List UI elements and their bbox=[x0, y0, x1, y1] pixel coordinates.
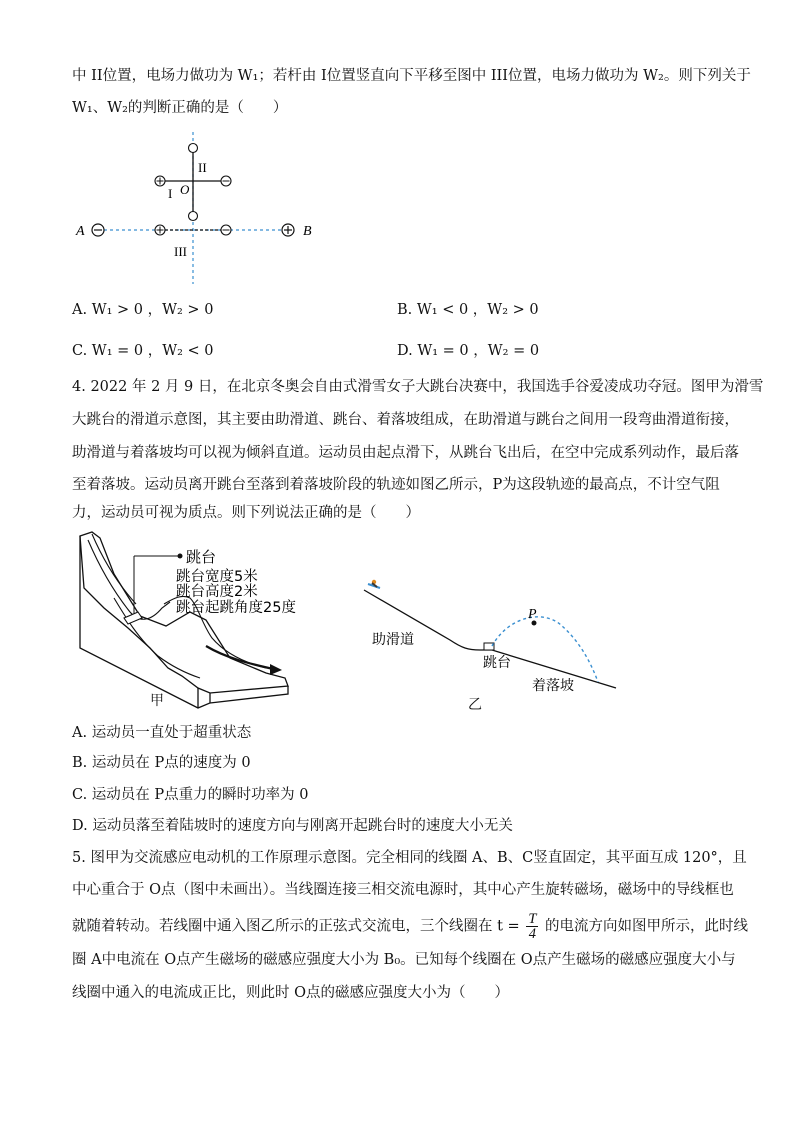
q4-line-3: 助滑道与着落坡均可以视为倾斜直道。运动员由起点滑下，从跳台飞出后，在空中完成系列动作，最后落 bbox=[72, 445, 739, 461]
q5-line-2: 中心重合于 O点（图中未画出）。当线圈连接三相交流电源时，其中心产生旋转磁场，磁场中的导线框也 bbox=[72, 882, 734, 898]
jia-label-height: 跳台高度2米 bbox=[176, 584, 258, 600]
yi-label-zhuoluo: 着落坡 bbox=[532, 678, 574, 694]
jia-label-tiaotai: 跳台 bbox=[186, 548, 217, 566]
q5-line-3-part-b: 的电流方向如图甲所示，此时线 bbox=[545, 918, 748, 935]
q4-option-a[interactable]: A. 运动员一直处于超重状态 bbox=[72, 725, 252, 741]
q5-line-1: 5. 图甲为交流感应电动机的工作原理示意图。完全相同的线圈 A、B、C竖直固定，其平面互成 120°，且 bbox=[72, 850, 747, 866]
q5-line-5: 线圈中通入的电流成正比，则此时 O点的磁感应强度大小为（ ） bbox=[72, 985, 509, 1001]
label-O: O bbox=[180, 182, 190, 197]
q4-line-4: 至着落坡。运动员离开跳台至落到着落坡阶段的轨迹如图乙所示，P为这段轨迹的最高点，不计空气阻 bbox=[72, 477, 720, 493]
fraction-denominator: 4 bbox=[528, 926, 536, 942]
label-II: II bbox=[198, 160, 207, 175]
q3-option-b[interactable]: B. W₁ < 0 ，W₂ > 0 bbox=[397, 302, 539, 318]
q4-line-5: 力，运动员可视为质点。则下列说法正确的是（ ） bbox=[72, 505, 420, 521]
q4-line-2: 大跳台的滑道示意图，其主要由助滑道、跳台、着落坡组成，在助滑道与跳台之间用一段弯曲滑道衔接， bbox=[72, 412, 739, 428]
fraction-numerator: T bbox=[528, 911, 537, 927]
q5-line-4: 圈 A中电流在 O点产生磁场的磁感应强度大小为 B₀。已知每个线圈在 O点产生磁场的磁感应强度大小与 bbox=[72, 952, 736, 968]
q3-option-a[interactable]: A. W₁ > 0 ，W₂ > 0 bbox=[72, 302, 214, 318]
label-I: I bbox=[168, 186, 173, 201]
q5-line-3 bbox=[72, 912, 748, 941]
q4-caption-jia: 甲 bbox=[150, 693, 164, 709]
q5-line-3-part-a: 就随着转动。若线圈中通入图乙所示的正弦式交流电，三个线圈在 t = bbox=[72, 918, 520, 935]
fraction-T-over-4 bbox=[526, 912, 538, 941]
yi-label-P: P bbox=[528, 607, 537, 622]
jia-label-angle: 跳台起跳角度25度 bbox=[176, 600, 296, 616]
charge-II-top bbox=[189, 144, 198, 153]
q4-line-1: 4. 2022 年 2 月 9 日，在北京冬奥会自由式滑雪女子大跳台决赛中，我国选手谷爱凌成功夺冠。图甲为滑雪 bbox=[72, 379, 764, 395]
q3-line-2: W₁、W₂的判断正确的是（ ） bbox=[72, 100, 288, 116]
q4-caption-yi: 乙 bbox=[468, 697, 482, 713]
yi-label-tiaotai: 跳台 bbox=[483, 655, 511, 671]
q4-option-d[interactable]: D. 运动员落至着陆坡时的速度方向与刚离开起跳台时的速度大小无关 bbox=[72, 818, 513, 834]
jia-label-width: 跳台宽度5米 bbox=[176, 569, 258, 585]
q3-dipole-figure bbox=[70, 128, 330, 288]
q4-option-b[interactable]: B. 运动员在 P点的速度为 0 bbox=[72, 755, 251, 771]
label-III: III bbox=[174, 244, 187, 259]
q3-option-c[interactable]: C. W₁ = 0 ，W₂ < 0 bbox=[72, 343, 214, 359]
q3-line-1: 中 II位置，电场力做功为 W₁；若杆由 I位置竖直向下平移至图中 III位置，电场力做功为 W₂。则下列关于 bbox=[72, 68, 751, 84]
q4-figure-jia bbox=[70, 528, 320, 713]
label-B: B bbox=[303, 224, 312, 239]
q3-option-d[interactable]: D. W₁ = 0 ，W₂ = 0 bbox=[397, 343, 540, 359]
label-A: A bbox=[76, 224, 85, 239]
q4-figure-yi bbox=[350, 570, 630, 695]
yi-label-zhuhua: 助滑道 bbox=[372, 632, 414, 648]
q4-option-c[interactable]: C. 运动员在 P点重力的瞬时功率为 0 bbox=[72, 787, 309, 803]
